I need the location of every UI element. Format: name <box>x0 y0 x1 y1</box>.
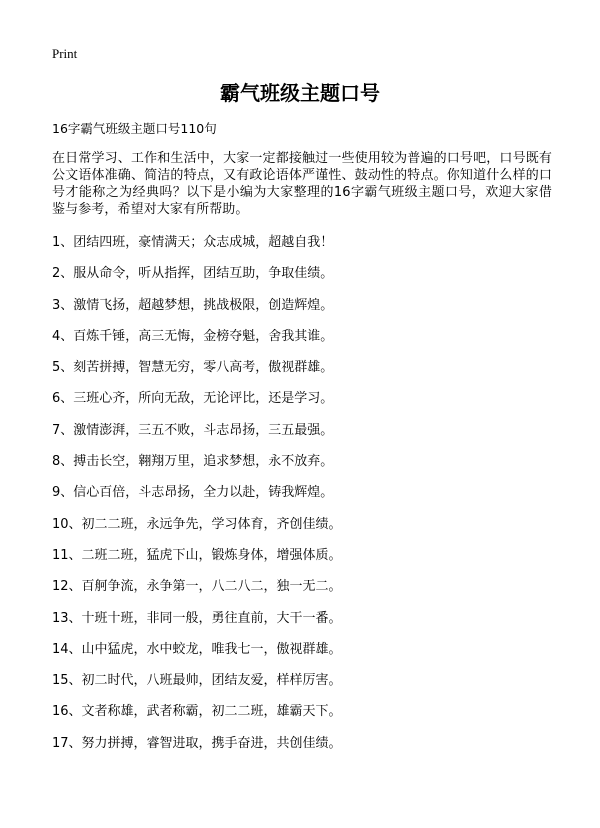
list-item: 14、山中猛虎，水中蛟龙，唯我七一，傲视群雄。 <box>52 641 342 657</box>
list-item: 6、三班心齐，所向无敌，无论评比，还是学习。 <box>52 391 334 407</box>
list-item: 10、初二二班，永远争先，学习体育，齐创佳绩。 <box>52 516 342 532</box>
print-label: Print <box>52 46 78 61</box>
list-item: 5、刻苦拼搏，智慧无穷，零八高考，傲视群雄。 <box>52 360 334 376</box>
list-item: 2、服从命令，听从指挥，团结互助，争取佳绩。 <box>52 266 334 282</box>
list-item: 8、搏击长空，翱翔万里，追求梦想，永不放弃。 <box>52 454 334 470</box>
list-item: 9、信心百倍，斗志昂扬，全力以赴，铸我辉煌。 <box>52 485 334 501</box>
list-item: 3、激情飞扬，超越梦想，挑战极限，创造辉煌。 <box>52 297 334 313</box>
list-item: 17、努力拼搏，睿智进取，携手奋进，共创佳绩。 <box>52 735 342 751</box>
list-item: 11、二班二班，猛虎下山，锻炼身体，增强体质。 <box>52 547 342 563</box>
list-item: 16、文者称雄，武者称霸，初二二班，雄霸天下。 <box>52 704 342 720</box>
intro-paragraph: 在日常学习、工作和生活中，大家一定都接触过一些使用较为普遍的口号吧，口号既有公文语体准确、简洁的特点，又有政论语体严谨性、鼓动性的特点。你知道什么样的口号才能称之为经典吗？以下是小编为大家整理的16字霸气班级主题口号，欢迎大家借鉴与参考，希望对大家有所帮助。 <box>52 151 552 217</box>
list-item: 1、团结四班，豪情满天；众志成城，超越自我！ <box>52 235 334 250</box>
list-item: 4、百炼千锤，高三无悔，金榜夺魁，舍我其谁。 <box>52 328 334 344</box>
slogan-list <box>52 234 342 766</box>
list-item: 12、百舸争流，永争第一，八二八二，独一无二。 <box>52 579 342 595</box>
list-item: 15、初二时代，八班最帅，团结友爱，样样厉害。 <box>52 673 342 689</box>
page-title: 霸气班级主题口号 <box>220 81 380 105</box>
list-item: 7、激情澎湃，三五不败，斗志昂扬，三五最强。 <box>52 422 334 438</box>
page-subtitle: 16字霸气班级主题口号110句 <box>52 121 217 136</box>
list-item: 13、十班十班，非同一般，勇往直前，大干一番。 <box>52 610 342 626</box>
